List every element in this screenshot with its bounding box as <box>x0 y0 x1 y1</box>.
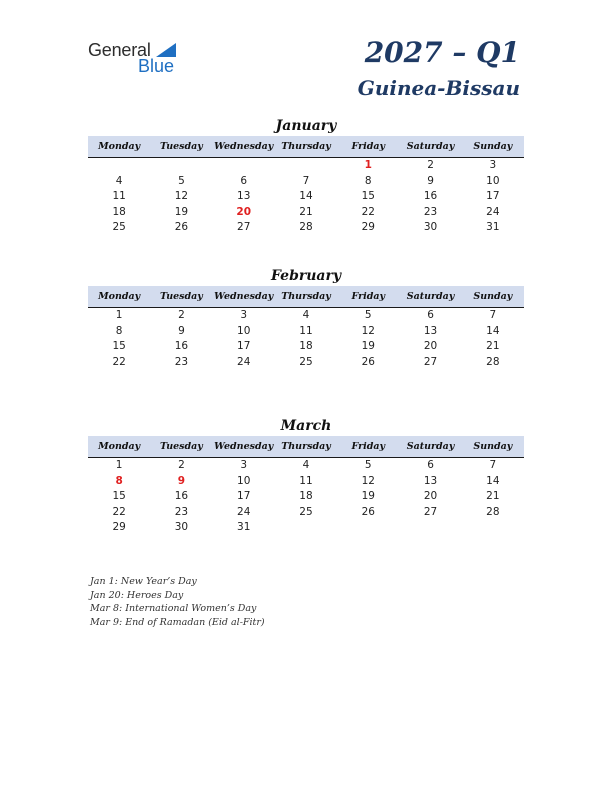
day-cell: 15 <box>112 340 126 352</box>
weekday-label: Tuesday <box>160 441 203 452</box>
month-title: March <box>280 418 332 434</box>
day-cell: 27 <box>423 355 438 368</box>
logo-triangle-icon <box>156 43 176 57</box>
day-cell: 1 <box>115 309 123 321</box>
day-cell: 15 <box>112 490 126 502</box>
day-cell: 25 <box>112 221 126 233</box>
logo-text-general: General <box>88 40 151 60</box>
day-cell <box>275 158 337 174</box>
day-cell: 3 <box>240 309 248 321</box>
day-cell: 11 <box>299 474 313 487</box>
day-cell: 21 <box>299 205 313 218</box>
day-cell: 28 <box>299 221 313 233</box>
day-cell <box>462 520 524 536</box>
week-row <box>88 324 524 340</box>
day-cell: 5 <box>178 174 185 187</box>
week-row <box>88 205 524 221</box>
day-cell: 18 <box>299 340 313 352</box>
weekday-label: Saturday <box>406 291 455 302</box>
weekday-label: Thursday <box>281 441 331 452</box>
day-cell: 25 <box>299 355 313 368</box>
brand-logo <box>88 40 188 80</box>
day-cell: 13 <box>423 324 438 337</box>
day-cell: 30 <box>423 221 438 233</box>
holiday-note: Jan 1: New Year’s Day <box>90 576 197 587</box>
day-cell: 29 <box>361 221 375 233</box>
day-cell: 14 <box>486 474 500 487</box>
week-row <box>88 355 524 371</box>
day-cell: 7 <box>302 174 310 187</box>
day-cell: 8 <box>364 174 372 187</box>
day-cell: 13 <box>423 474 438 487</box>
holiday-note: Mar 8: International Women’s Day <box>90 603 257 614</box>
day-cell <box>88 158 150 174</box>
weekday-header <box>88 436 524 458</box>
month-block <box>88 266 524 370</box>
month-title: February <box>270 268 341 284</box>
weekday-label: Monday <box>98 441 141 452</box>
day-cell: 12 <box>361 324 375 337</box>
day-cell <box>213 158 275 174</box>
day-cell: 18 <box>112 205 126 218</box>
week-row <box>88 474 524 490</box>
day-cell: 20 <box>423 490 438 502</box>
day-cell: 7 <box>489 309 497 321</box>
day-cell: 10 <box>237 474 251 487</box>
day-cell: 6 <box>427 309 434 321</box>
day-cell: 16 <box>174 340 189 352</box>
day-cell: 28 <box>486 355 500 368</box>
weekday-label: Friday <box>351 141 386 152</box>
day-cell: 2 <box>427 159 434 171</box>
week-row <box>88 174 524 190</box>
week-row <box>88 158 524 174</box>
day-cell: 11 <box>299 324 313 337</box>
weekday-label: Monday <box>98 141 141 152</box>
weekday-label: Wednesday <box>214 441 274 452</box>
day-cell: 12 <box>174 190 189 202</box>
day-cell: 3 <box>489 159 497 171</box>
day-cell: 11 <box>112 190 126 202</box>
day-cell: 27 <box>423 505 438 518</box>
day-cell: 30 <box>174 521 189 533</box>
day-cell: 24 <box>237 505 251 518</box>
weekday-label: Tuesday <box>160 141 203 152</box>
day-cell: 3 <box>240 459 248 471</box>
day-cell: 27 <box>237 221 251 233</box>
weekday-label: Wednesday <box>214 141 274 152</box>
day-cell: 1 <box>364 159 372 171</box>
weekday-header <box>88 286 524 308</box>
week-row <box>88 308 524 324</box>
weekday-label: Wednesday <box>214 291 274 302</box>
day-cell: 14 <box>299 190 313 202</box>
day-cell: 1 <box>115 459 123 471</box>
day-cell: 17 <box>237 490 251 502</box>
day-cell: 4 <box>302 459 310 471</box>
day-cell: 26 <box>361 355 375 368</box>
day-cell: 10 <box>237 324 251 337</box>
weekday-label: Thursday <box>281 141 331 152</box>
day-cell: 2 <box>178 309 185 321</box>
holiday-note: Mar 9: End of Ramadan (Eid al-Fitr) <box>90 616 265 628</box>
day-cell: 6 <box>427 459 434 471</box>
day-cell: 22 <box>361 205 375 218</box>
day-cell: 16 <box>423 190 438 202</box>
day-cell: 28 <box>486 505 500 518</box>
day-cell: 26 <box>174 221 189 233</box>
day-cell: 23 <box>174 355 189 368</box>
day-cell <box>399 520 461 536</box>
day-cell: 8 <box>115 324 123 337</box>
week-row <box>88 520 524 536</box>
weekday-label: Sunday <box>473 291 513 302</box>
page-subtitle: Guinea-Bissau <box>357 76 520 100</box>
day-cell: 18 <box>299 490 313 502</box>
weekday-label: Saturday <box>406 141 455 152</box>
weekday-label: Friday <box>351 441 386 452</box>
day-cell: 5 <box>364 309 372 321</box>
month-title: January <box>275 118 337 134</box>
day-cell: 19 <box>361 340 375 352</box>
day-cell: 23 <box>174 505 189 518</box>
day-cell: 6 <box>240 174 248 187</box>
weekday-label: Tuesday <box>160 291 203 302</box>
week-row <box>88 189 524 205</box>
day-cell: 13 <box>237 190 251 202</box>
day-cell: 17 <box>237 340 251 352</box>
day-cell: 31 <box>237 521 251 533</box>
weekday-label: Saturday <box>406 441 455 452</box>
day-cell: 20 <box>423 340 438 352</box>
day-cell: 9 <box>178 324 185 337</box>
day-cell: 2 <box>178 459 185 471</box>
day-cell: 8 <box>115 474 123 487</box>
day-cell: 9 <box>427 174 434 187</box>
day-cell: 25 <box>299 505 313 518</box>
holiday-note: Jan 20: Heroes Day <box>90 589 184 601</box>
day-cell: 21 <box>486 490 500 502</box>
month-block <box>88 116 524 236</box>
day-cell: 10 <box>486 174 500 187</box>
day-cell: 16 <box>174 490 189 502</box>
day-cell: 15 <box>361 190 375 202</box>
holiday-notes <box>90 575 265 629</box>
week-row <box>88 505 524 521</box>
weekday-label: Friday <box>351 291 386 302</box>
day-cell: 4 <box>115 174 123 187</box>
weekday-label: Monday <box>98 291 141 302</box>
day-cell: 22 <box>112 505 126 518</box>
day-cell <box>150 158 212 174</box>
weekday-label: Thursday <box>281 291 331 302</box>
day-cell: 19 <box>174 205 189 218</box>
day-cell: 20 <box>236 205 252 218</box>
day-cell: 21 <box>486 340 500 352</box>
day-cell: 24 <box>237 355 251 368</box>
week-row <box>88 489 524 505</box>
day-cell: 24 <box>486 205 500 218</box>
day-cell: 31 <box>486 221 500 233</box>
day-cell <box>337 520 399 536</box>
week-row <box>88 458 524 474</box>
day-cell: 19 <box>361 490 375 502</box>
week-row <box>88 339 524 355</box>
day-cell: 5 <box>364 459 372 471</box>
day-cell: 23 <box>423 205 438 218</box>
day-cell: 12 <box>361 474 375 487</box>
weekday-label: Sunday <box>473 141 513 152</box>
day-cell: 14 <box>486 324 500 337</box>
page-title: 2027 – Q1 <box>364 36 520 69</box>
day-cell <box>275 520 337 536</box>
logo-text-blue: Blue <box>138 56 175 76</box>
day-cell: 26 <box>361 505 375 518</box>
day-cell: 4 <box>302 309 310 321</box>
day-cell: 22 <box>112 355 126 368</box>
day-cell: 9 <box>177 474 186 487</box>
weekday-header <box>88 136 524 158</box>
week-row <box>88 220 524 236</box>
day-cell: 29 <box>112 521 126 533</box>
month-block <box>88 416 524 536</box>
day-cell: 17 <box>486 190 500 202</box>
day-cell: 7 <box>489 459 497 471</box>
weekday-label: Sunday <box>473 441 513 452</box>
